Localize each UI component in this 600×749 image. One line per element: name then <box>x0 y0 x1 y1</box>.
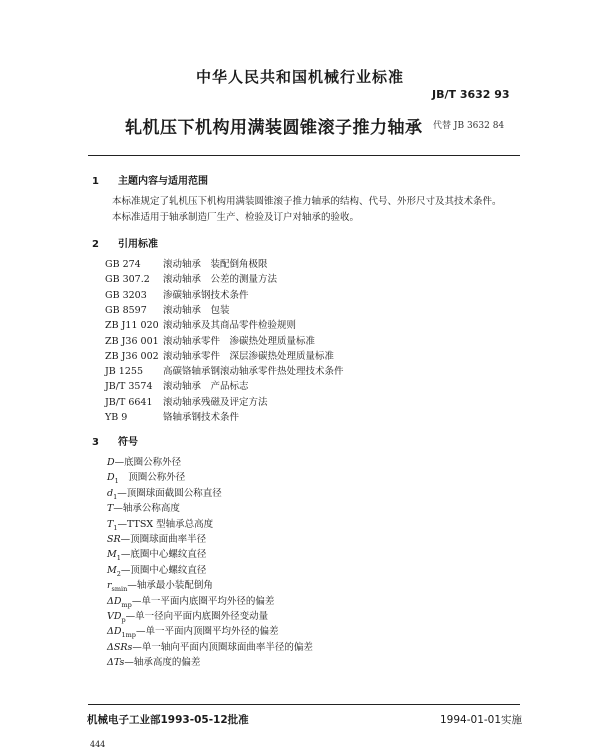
symbol-item <box>107 485 222 501</box>
reference-item <box>105 287 249 301</box>
symbol-item <box>107 546 206 562</box>
symbol-description: 顶圈公称外径 <box>118 472 186 484</box>
symbol-subscript: 1 <box>116 554 121 563</box>
reference-code: GB 307.2 <box>105 274 150 286</box>
section-3-heading <box>92 433 138 448</box>
header-divider <box>88 155 520 156</box>
symbol-description: —轴承高度的偏差 <box>124 657 201 669</box>
reference-title: 滚动轴承零件 深层渗碳热处理质量标准 <box>163 350 335 362</box>
reference-title: 滚动轴承 公差的测量方法 <box>163 274 278 286</box>
reference-title: 滚动轴承 装配倒角极限 <box>163 259 268 270</box>
symbol-subscript: 1 <box>113 492 118 501</box>
symbol: T <box>107 518 114 530</box>
symbol: ΔD <box>107 626 122 638</box>
section-2-heading <box>92 235 158 250</box>
symbol: M <box>107 564 117 576</box>
replaces-note: 代替 JB 3632 84 <box>433 121 505 131</box>
reference-code: JB/T 6641 <box>105 396 153 408</box>
page-number: 444 <box>90 740 106 749</box>
symbol-subscript: 1 <box>113 523 118 532</box>
symbol-description: —顶圈球面截圆公称直径 <box>117 487 222 499</box>
symbol: d <box>107 487 114 499</box>
reference-title: 滚动轴承 包装 <box>163 304 230 316</box>
reference-item <box>105 317 296 331</box>
reference-code: JB/T 3574 <box>105 381 153 393</box>
symbol-item <box>107 654 200 668</box>
section-title: 符号 <box>118 437 138 448</box>
symbol-description: —单一平面内顶圈平均外径的偏差 <box>135 626 279 638</box>
symbol-subscript: 1mp <box>121 631 136 640</box>
reference-title: 渗碳轴承钢技术条件 <box>163 289 249 301</box>
symbol-description: —单一平面内底圈平均外径的偏差 <box>131 595 275 607</box>
symbol-subscript: p <box>121 615 126 624</box>
symbol-item <box>107 639 313 653</box>
paragraph: 本标准适用于轴承制造厂生产、检验及订户对轴承的验收。 <box>112 212 360 223</box>
paragraph: 本标准规定了轧机压下机构用满装圆锥滚子推力轴承的结构、代号、外形尺寸及其技术条件。 <box>112 196 502 207</box>
reference-code: GB 3203 <box>105 289 147 301</box>
document-title: 轧机压下机构用满装圆锥滚子推力轴承 <box>125 118 423 138</box>
reference-code: JB 1255 <box>105 366 143 378</box>
standard-number: JB/T 3632 93 <box>432 88 510 101</box>
section-title: 引用标准 <box>118 239 158 250</box>
symbol: T <box>107 503 114 515</box>
symbol-description: —TTSX 型轴承总高度 <box>117 518 214 530</box>
symbol-item <box>107 608 268 624</box>
symbol: ΔTs <box>107 657 125 669</box>
symbol: SR <box>107 534 121 545</box>
symbol-item <box>107 454 181 468</box>
symbol-description: —单一轴向平面内顶圈球面曲率半径的偏差 <box>132 641 313 653</box>
reference-code: GB 8597 <box>105 304 147 316</box>
approval-date: 机械电子工业部1993-05-12批准 <box>87 714 249 726</box>
reference-title: 滚动轴承零件 渗碳热处理质量标准 <box>163 335 316 347</box>
symbol: ΔSRs <box>107 641 133 653</box>
issuing-organization: 中华人民共和国机械行业标准 <box>195 68 404 86</box>
symbol-description: —轴承公称高度 <box>113 503 180 515</box>
symbol: ΔD <box>107 595 122 607</box>
reference-title: 滚动轴承残磁及评定方法 <box>163 396 268 408</box>
symbol-subscript: 1 <box>114 477 119 486</box>
reference-title: 高碳铬轴承钢滚动轴承零件热处理技术条件 <box>163 366 344 378</box>
reference-code: YB 9 <box>105 412 128 423</box>
symbol-item <box>107 531 206 545</box>
reference-item <box>105 363 344 377</box>
symbol: D <box>107 472 115 484</box>
reference-item <box>105 348 334 362</box>
section-number: 1 <box>92 176 99 187</box>
symbol-item <box>107 577 213 593</box>
symbol-description: —单一径向平面内底圈外径变动量 <box>125 611 269 622</box>
section-number: 3 <box>92 437 99 448</box>
symbol-description: —顶圈球面曲率半径 <box>120 534 207 545</box>
section-1-heading <box>92 172 208 187</box>
reference-item <box>105 333 315 347</box>
reference-code: ZB J36 002 <box>105 350 159 362</box>
symbol-description: —底圈公称外径 <box>114 457 182 468</box>
symbol-item <box>107 593 274 609</box>
symbol-item <box>107 500 180 514</box>
symbol-subscript: mp <box>121 600 132 609</box>
section-title: 主题内容与适用范围 <box>118 176 208 187</box>
reference-title: 铬轴承钢技术条件 <box>163 412 240 423</box>
reference-item <box>105 302 230 316</box>
reference-code: ZB J36 001 <box>105 335 159 347</box>
reference-item <box>105 378 249 392</box>
symbol: r <box>107 580 112 592</box>
symbol: M <box>107 549 117 561</box>
symbol-description: —轴承最小装配倒角 <box>127 580 213 592</box>
reference-code: ZB J11 020 <box>105 320 159 332</box>
symbol-description: —底圈中心螺纹直径 <box>120 549 207 561</box>
footer-divider <box>88 704 520 705</box>
symbol-item <box>107 623 278 639</box>
symbol: VD <box>107 611 122 622</box>
reference-item <box>105 271 277 285</box>
reference-item <box>105 256 268 270</box>
symbol-subscript: 2 <box>116 569 121 578</box>
symbol-subscript: smin <box>111 585 128 594</box>
symbol-item <box>107 516 213 532</box>
symbol-item <box>107 469 185 485</box>
reference-title: 滚动轴承 产品标志 <box>163 381 249 393</box>
symbol: D <box>107 457 115 468</box>
reference-title: 滚动轴承及其商品零件检验规则 <box>163 320 297 332</box>
reference-item <box>105 409 239 423</box>
effective-date: 1994-01-01实施 <box>440 714 523 726</box>
reference-item <box>105 394 268 408</box>
symbol-item <box>107 562 206 578</box>
reference-code: GB 274 <box>105 259 141 270</box>
symbol-description: —顶圈中心螺纹直径 <box>120 564 207 576</box>
section-number: 2 <box>92 239 99 250</box>
